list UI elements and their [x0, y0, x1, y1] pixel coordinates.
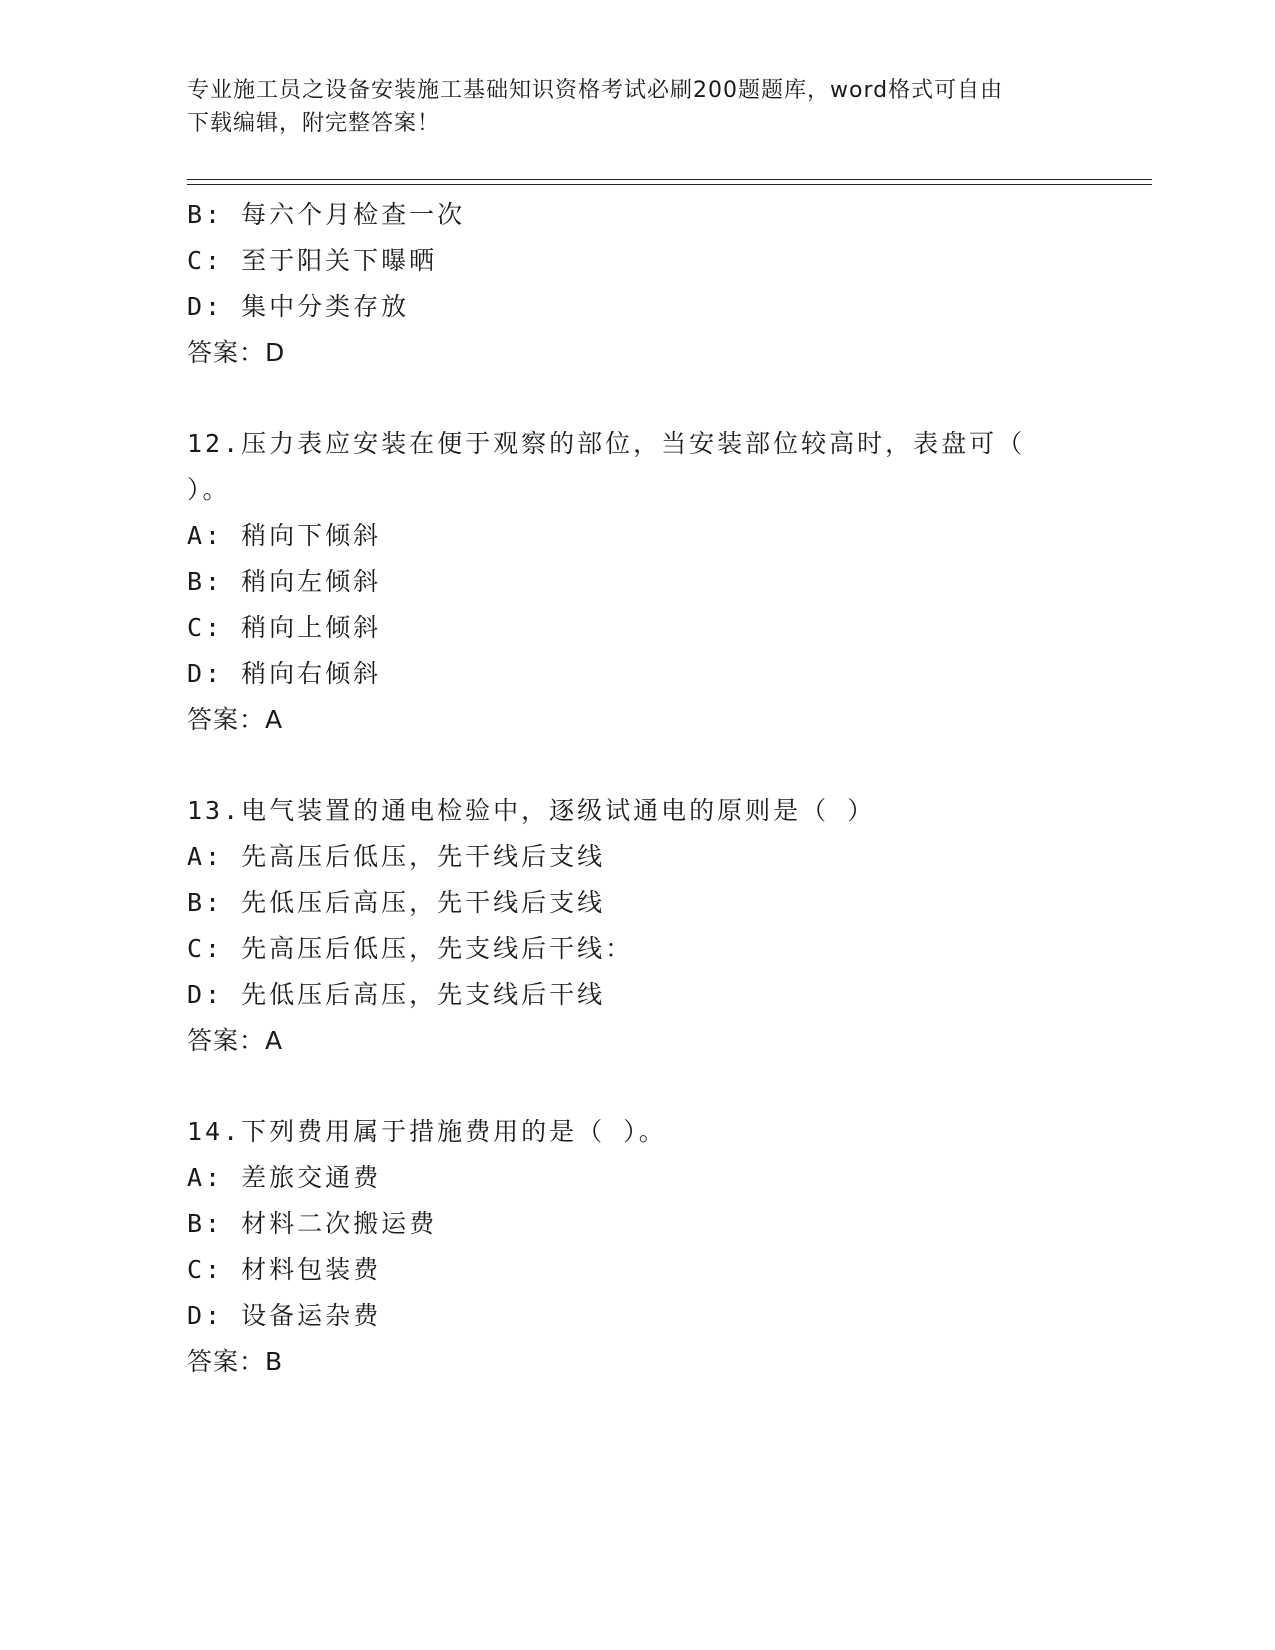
question-14	[187, 1109, 1087, 1385]
option-text: 先低压后高压，先干线后支线	[241, 888, 606, 917]
option-c	[187, 926, 1087, 972]
answer-label: 答案：	[187, 1347, 266, 1376]
option-text: 稍向上倾斜	[241, 613, 382, 642]
option-label: A:	[187, 1163, 224, 1192]
option-label: D:	[187, 659, 224, 688]
option-d	[187, 972, 1087, 1018]
option-c	[187, 238, 1087, 284]
question-fragment	[187, 192, 1087, 376]
question-stem-continued: ）。	[187, 475, 231, 504]
option-text: 差旅交通费	[241, 1163, 382, 1192]
question-12	[187, 421, 1087, 743]
option-label: A:	[187, 521, 224, 550]
option-text: 设备运杂费	[241, 1301, 382, 1330]
option-text: 材料二次搬运费	[241, 1209, 438, 1238]
answer-value: A	[265, 1026, 284, 1055]
option-a	[187, 513, 1087, 559]
option-c	[187, 1247, 1087, 1293]
option-d	[187, 651, 1087, 697]
option-c	[187, 605, 1087, 651]
option-label: A:	[187, 842, 224, 871]
option-d	[187, 1293, 1087, 1339]
option-label: B:	[187, 888, 224, 917]
answer-label: 答案：	[187, 1026, 266, 1055]
option-text: 稍向左倾斜	[241, 567, 382, 596]
option-label: C:	[187, 246, 224, 275]
option-d	[187, 284, 1087, 330]
question-stem: 12.压力表应安装在便于观察的部位，当安装部位较高时，表盘可（	[187, 429, 1026, 458]
option-text: 集中分类存放	[241, 292, 410, 321]
answer-line	[187, 697, 1087, 743]
option-label: D:	[187, 1301, 224, 1330]
question-stem: 14.下列费用属于措施费用的是（ ）。	[187, 1117, 667, 1146]
option-text: 先高压后低压，先干线后支线	[241, 842, 606, 871]
option-text: 材料包装费	[241, 1255, 382, 1284]
header-title-line-1: 专业施工员之设备安装施工基础知识资格考试必刷200题题库，word格式可自由	[187, 78, 1004, 103]
answer-label: 答案：	[187, 705, 266, 734]
option-label: B:	[187, 200, 224, 229]
option-text: 至于阳关下曝晒	[241, 246, 438, 275]
document-header	[187, 74, 1067, 140]
question-13	[187, 788, 1087, 1064]
option-label: C:	[187, 613, 224, 642]
option-label: B:	[187, 567, 224, 596]
option-a	[187, 1155, 1087, 1201]
answer-label: 答案：	[187, 338, 266, 367]
option-text: 稍向下倾斜	[241, 521, 382, 550]
header-title-line-2: 下载编辑，附完整答案！	[187, 111, 441, 136]
option-label: B:	[187, 1209, 224, 1238]
answer-line	[187, 330, 1087, 376]
option-label: C:	[187, 1255, 224, 1284]
option-text: 先高压后低压，先支线后干线：	[241, 934, 634, 963]
answer-value: A	[265, 705, 284, 734]
option-a	[187, 834, 1087, 880]
option-text: 每六个月检查一次	[241, 200, 466, 229]
option-b	[187, 192, 1087, 238]
answer-line	[187, 1339, 1087, 1385]
header-divider-bottom	[187, 184, 1152, 185]
option-text: 先低压后高压，先支线后干线	[241, 980, 606, 1009]
answer-value: B	[265, 1347, 284, 1376]
question-stem: 13.电气装置的通电检验中，逐级试通电的原则是（ ）	[187, 796, 876, 825]
option-b	[187, 880, 1087, 926]
option-label: D:	[187, 292, 224, 321]
option-text: 稍向右倾斜	[241, 659, 382, 688]
question-content	[187, 192, 1087, 1385]
header-divider-top	[187, 179, 1152, 180]
option-label: C:	[187, 934, 224, 963]
option-label: D:	[187, 980, 224, 1009]
option-b	[187, 559, 1087, 605]
answer-value: D	[265, 338, 286, 367]
answer-line	[187, 1018, 1087, 1064]
option-b	[187, 1201, 1087, 1247]
